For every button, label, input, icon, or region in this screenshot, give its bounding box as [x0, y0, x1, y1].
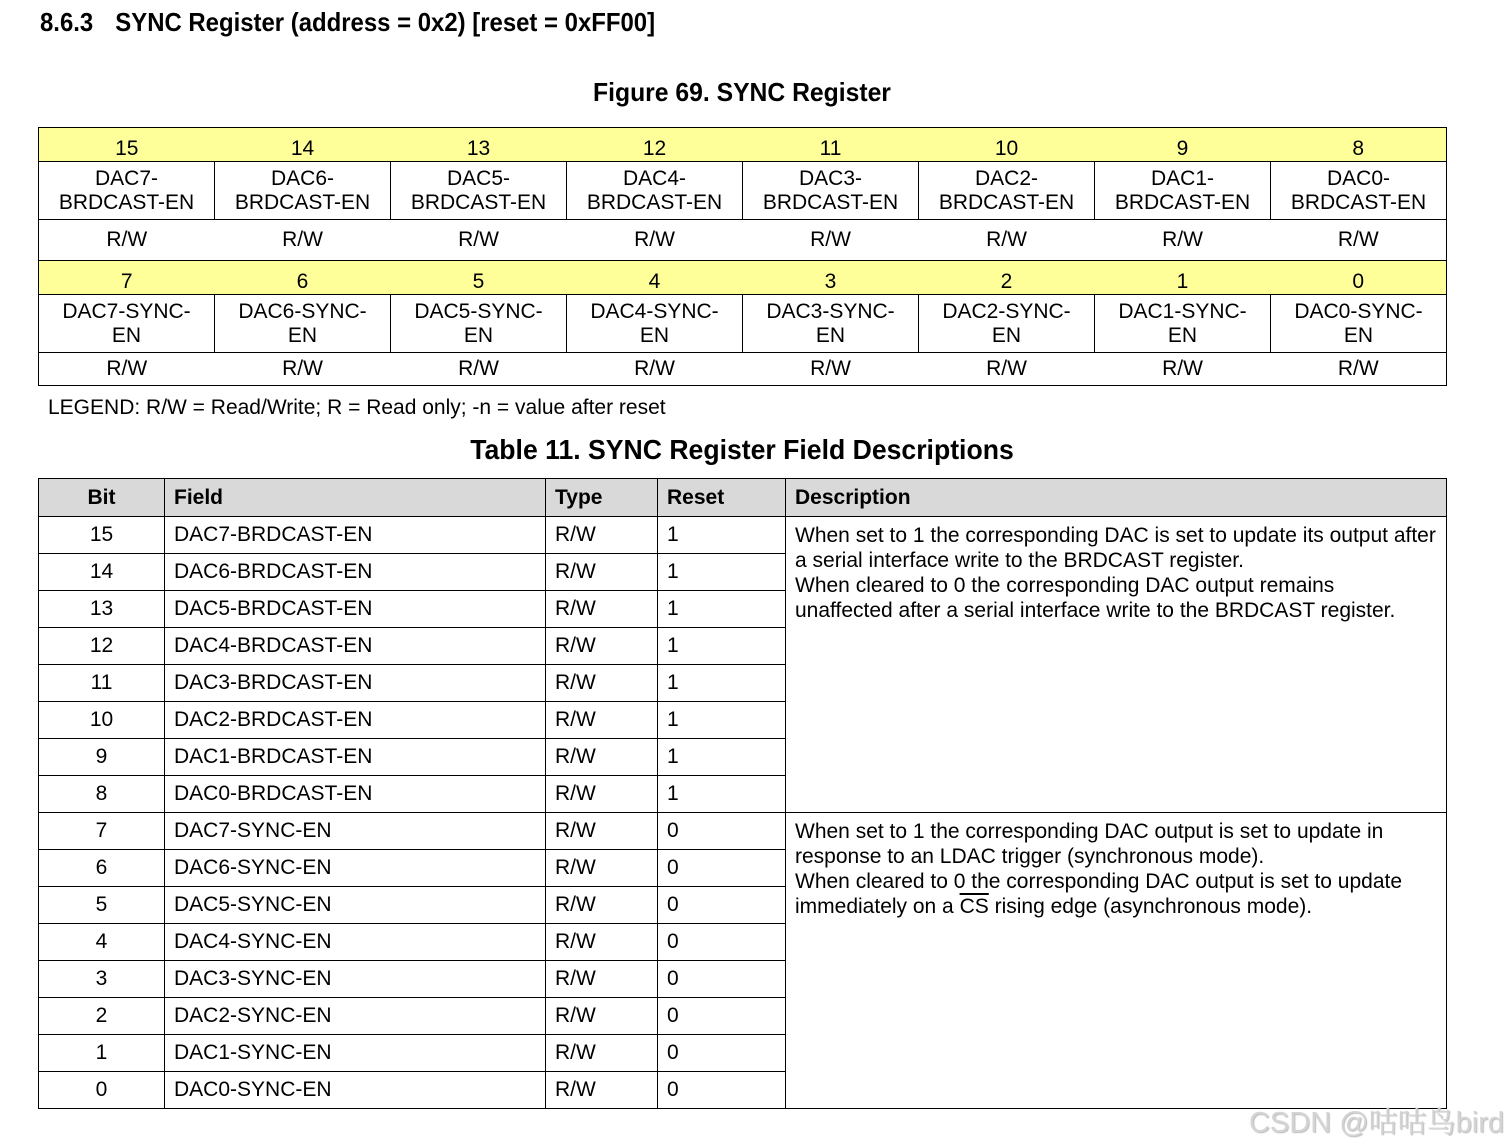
field-cell: DAC4-BRDCAST-EN — [165, 628, 546, 665]
bit-number-row-upper — [39, 128, 1447, 162]
table-row — [39, 517, 1447, 554]
bit-number: 6 — [215, 261, 391, 295]
field-cell: DAC3- BRDCAST-EN — [743, 162, 919, 220]
bit-cell: 12 — [39, 628, 165, 665]
access-type: R/W — [919, 220, 1095, 261]
type-cell: R/W — [546, 1072, 658, 1109]
field-cell: DAC1-SYNC-EN — [165, 1035, 546, 1072]
access-type: R/W — [1095, 220, 1271, 261]
type-cell: R/W — [546, 924, 658, 961]
bit-number-row-lower — [39, 261, 1447, 295]
access-type: R/W — [1271, 353, 1447, 386]
column-header-bit: Bit — [39, 479, 165, 517]
type-cell: R/W — [546, 591, 658, 628]
field-cell: DAC0-BRDCAST-EN — [165, 776, 546, 813]
field-cell: DAC7-SYNC-EN — [165, 813, 546, 850]
column-header-field: Field — [165, 479, 546, 517]
access-type: R/W — [215, 353, 391, 386]
bit-number: 10 — [919, 128, 1095, 162]
field-description-table — [38, 478, 1447, 1109]
bit-number: 13 — [391, 128, 567, 162]
field-cell: DAC4- BRDCAST-EN — [567, 162, 743, 220]
field-cell: DAC0- BRDCAST-EN — [1271, 162, 1447, 220]
bit-cell: 3 — [39, 961, 165, 998]
field-name-row-lower — [39, 295, 1447, 353]
type-cell: R/W — [546, 554, 658, 591]
access-type: R/W — [1095, 353, 1271, 386]
figure-title: Figure 69. SYNC Register — [593, 77, 891, 107]
reset-cell: 1 — [658, 554, 786, 591]
type-cell: R/W — [546, 739, 658, 776]
bit-cell: 14 — [39, 554, 165, 591]
bit-number: 12 — [567, 128, 743, 162]
field-cell: DAC3-SYNC-EN — [165, 961, 546, 998]
type-cell: R/W — [546, 702, 658, 739]
access-type: R/W — [567, 220, 743, 261]
bit-cell: 4 — [39, 924, 165, 961]
field-cell: DAC5-SYNC-EN — [165, 887, 546, 924]
bit-number: 3 — [743, 261, 919, 295]
reset-cell: 0 — [658, 887, 786, 924]
bit-number: 1 — [1095, 261, 1271, 295]
reset-cell: 1 — [658, 702, 786, 739]
reset-cell: 0 — [658, 1035, 786, 1072]
field-cell: DAC6-SYNC-EN — [165, 850, 546, 887]
field-cell: DAC6- BRDCAST-EN — [215, 162, 391, 220]
bit-number: 15 — [39, 128, 215, 162]
field-name-row-upper — [39, 162, 1447, 220]
reset-cell: 1 — [658, 665, 786, 702]
reset-cell: 0 — [658, 1072, 786, 1109]
reset-cell: 1 — [658, 739, 786, 776]
bit-number: 4 — [567, 261, 743, 295]
access-type: R/W — [215, 220, 391, 261]
bit-number: 2 — [919, 261, 1095, 295]
bit-cell: 1 — [39, 1035, 165, 1072]
access-type: R/W — [1271, 220, 1447, 261]
section-title-text: SYNC Register (address = 0x2) [reset = 0xFF00] — [115, 7, 656, 37]
field-cell: DAC3-BRDCAST-EN — [165, 665, 546, 702]
description-brdcast: When set to 1 the corresponding DAC is set to update its output after a serial interface write to the BRDCAST register. When cleared to 0 the corresponding DAC output remains unaffected after a serial interface write to the BRDCAST register. — [786, 517, 1447, 813]
reset-cell: 1 — [658, 776, 786, 813]
column-header-reset: Reset — [658, 479, 786, 517]
access-row-lower — [39, 353, 1447, 386]
description-sync: When set to 1 the corresponding DAC output is set to update in response to an LDAC trigger (synchronous mode). When cleared to 0 the corresponding DAC output is set to update immediately on a $\overline{CS}$ rising edge (asynchronous mode). — [786, 813, 1447, 1109]
bit-number: 0 — [1271, 261, 1447, 295]
field-cell: DAC7-SYNC- EN — [39, 295, 215, 353]
reset-cell: 0 — [658, 998, 786, 1035]
bit-cell: 8 — [39, 776, 165, 813]
table-header-row — [39, 479, 1447, 517]
field-cell: DAC5-SYNC- EN — [391, 295, 567, 353]
field-cell: DAC2- BRDCAST-EN — [919, 162, 1095, 220]
field-cell: DAC6-SYNC- EN — [215, 295, 391, 353]
type-cell: R/W — [546, 517, 658, 554]
bit-number: 14 — [215, 128, 391, 162]
reset-cell: 1 — [658, 591, 786, 628]
bit-cell: 6 — [39, 850, 165, 887]
access-type: R/W — [391, 220, 567, 261]
access-type: R/W — [391, 353, 567, 386]
bit-cell: 11 — [39, 665, 165, 702]
type-cell: R/W — [546, 776, 658, 813]
field-cell: DAC7-BRDCAST-EN — [165, 517, 546, 554]
access-row-upper — [39, 220, 1447, 261]
reset-cell: 0 — [658, 850, 786, 887]
field-cell: DAC0-SYNC-EN — [165, 1072, 546, 1109]
reset-cell: 0 — [658, 961, 786, 998]
table-row — [39, 813, 1447, 850]
field-cell: DAC6-BRDCAST-EN — [165, 554, 546, 591]
field-cell: DAC7- BRDCAST-EN — [39, 162, 215, 220]
bit-cell: 0 — [39, 1072, 165, 1109]
field-cell: DAC3-SYNC- EN — [743, 295, 919, 353]
access-type: R/W — [743, 220, 919, 261]
field-cell: DAC4-SYNC-EN — [165, 924, 546, 961]
access-type: R/W — [567, 353, 743, 386]
type-cell: R/W — [546, 961, 658, 998]
table-title: Table 11. SYNC Register Field Descriptions — [470, 434, 1014, 465]
access-type: R/W — [39, 353, 215, 386]
type-cell: R/W — [546, 887, 658, 924]
field-cell: DAC5-BRDCAST-EN — [165, 591, 546, 628]
bit-number: 9 — [1095, 128, 1271, 162]
field-cell: DAC1-SYNC- EN — [1095, 295, 1271, 353]
type-cell: R/W — [546, 628, 658, 665]
type-cell: R/W — [546, 813, 658, 850]
bit-cell: 10 — [39, 702, 165, 739]
access-type: R/W — [39, 220, 215, 261]
field-cell: DAC2-BRDCAST-EN — [165, 702, 546, 739]
field-cell: DAC2-SYNC- EN — [919, 295, 1095, 353]
cs-signal-overbar: $\overline{CS}$ — [959, 895, 989, 918]
bit-number: 8 — [1271, 128, 1447, 162]
legend: LEGEND: R/W = Read/Write; R = Read only; -n = value after reset — [48, 396, 666, 419]
access-type: R/W — [919, 353, 1095, 386]
register-diagram — [38, 127, 1447, 386]
field-cell: DAC0-SYNC- EN — [1271, 295, 1447, 353]
reset-cell: 0 — [658, 924, 786, 961]
bit-cell: 15 — [39, 517, 165, 554]
column-header-type: Type — [546, 479, 658, 517]
bit-number: 7 — [39, 261, 215, 295]
bit-cell: 7 — [39, 813, 165, 850]
field-cell: DAC1-BRDCAST-EN — [165, 739, 546, 776]
reset-cell: 0 — [658, 813, 786, 850]
access-type: R/W — [743, 353, 919, 386]
field-cell: DAC1- BRDCAST-EN — [1095, 162, 1271, 220]
type-cell: R/W — [546, 850, 658, 887]
reset-cell: 1 — [658, 517, 786, 554]
field-cell: DAC5- BRDCAST-EN — [391, 162, 567, 220]
field-cell: DAC4-SYNC- EN — [567, 295, 743, 353]
field-cell: DAC2-SYNC-EN — [165, 998, 546, 1035]
reset-cell: 1 — [658, 628, 786, 665]
type-cell: R/W — [546, 665, 658, 702]
section-heading — [40, 7, 655, 38]
bit-cell: 2 — [39, 998, 165, 1035]
column-header-description: Description — [786, 479, 1447, 517]
type-cell: R/W — [546, 998, 658, 1035]
bit-cell: 13 — [39, 591, 165, 628]
section-number: 8.6.3 — [40, 7, 94, 37]
watermark: CSDN @咕咕鸟bird — [1248, 1107, 1504, 1139]
bit-cell: 5 — [39, 887, 165, 924]
bit-cell: 9 — [39, 739, 165, 776]
bit-number: 5 — [391, 261, 567, 295]
type-cell: R/W — [546, 1035, 658, 1072]
bit-number: 11 — [743, 128, 919, 162]
